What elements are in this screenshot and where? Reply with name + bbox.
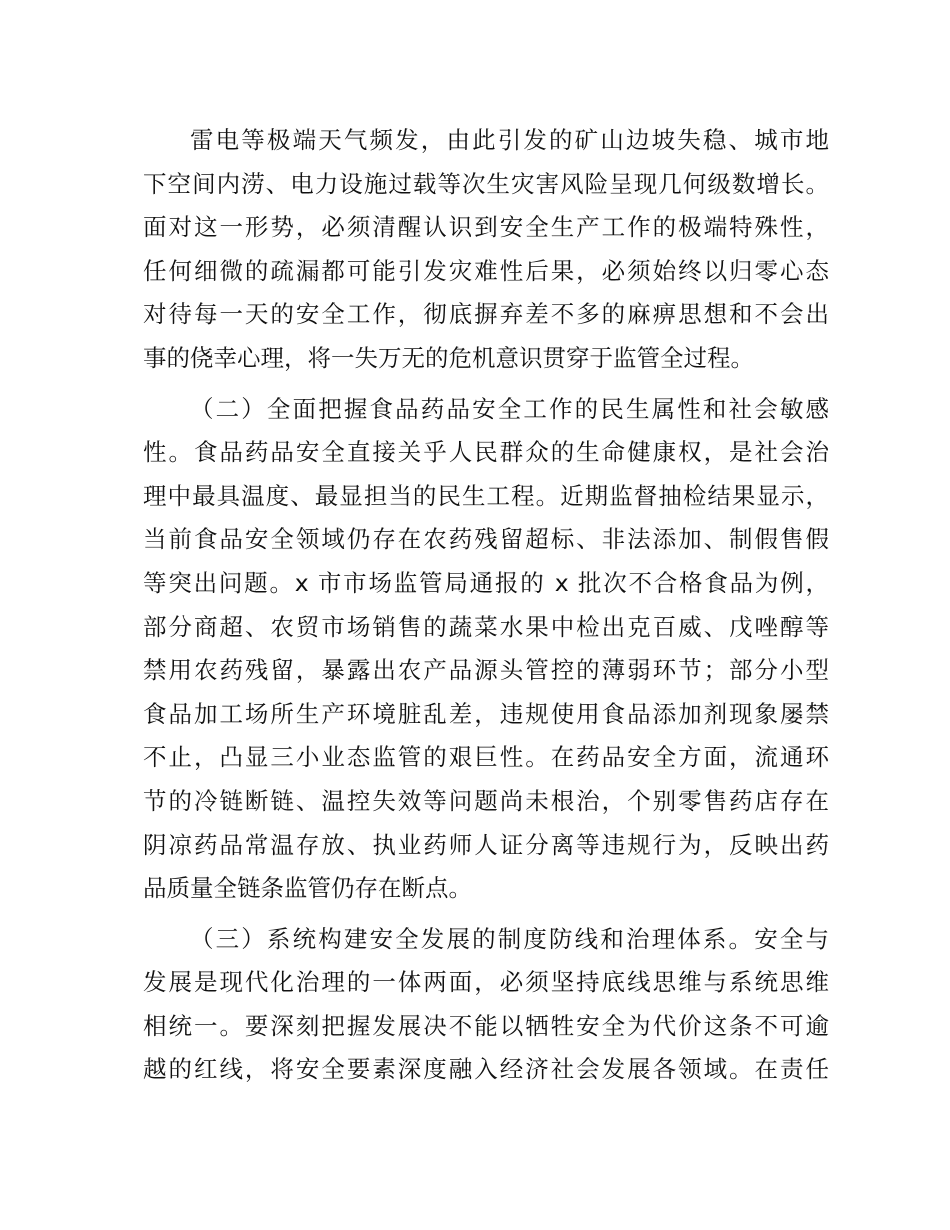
text-line: 对待每一天的安全工作，彻底摒弃差不多的麻痹思想和不会出 — [143, 300, 829, 329]
text-line: 理中最具温度、最显担当的民生工程。近期监督抽检结果显示， — [143, 481, 829, 510]
text-line: 发展是现代化治理的一体两面，必须坚持底线思维与系统思维 — [143, 968, 829, 997]
paragraph-1 — [143, 119, 829, 381]
text-line: （三）系统构建安全发展的制度防线和治理体系。安全与 — [190, 924, 829, 953]
text-line: 雷电等极端天气频发，由此引发的矿山边坡失稳、城市地 — [190, 126, 829, 154]
text-line: 性。食品药品安全直接关乎人民群众的生命健康权，是社会治 — [143, 438, 829, 467]
paragraph-3 — [143, 918, 829, 1092]
text-line: 不止，凸显三小业态监管的艰巨性。在药品安全方面，流通环 — [143, 743, 829, 772]
text-line: 相统一。要深刻把握发展决不能以牺牲安全为代价这条不可逾 — [143, 1011, 829, 1040]
text-line: 食品加工场所生产环境脏乱差，违规使用食品添加剂现象屡禁 — [143, 699, 829, 728]
text-line: 节的冷链断链、温控失效等问题尚未根治，个别零售药店存在 — [143, 786, 829, 815]
text-line: 阴凉药品常温存放、执业药师人证分离等违规行为，反映出药 — [143, 830, 829, 859]
text-line: 禁用农药残留，暴露出农产品源头管控的薄弱环节；部分小型 — [143, 656, 829, 685]
text-line: 部分商超、农贸市场销售的蔬菜水果中检出克百威、戊唑醇等 — [143, 612, 829, 641]
text-line: 越的红线，将安全要素深度融入经济社会发展各领域。在责任 — [143, 1055, 829, 1084]
text-line: 当前食品安全领域仍存在农药残留超标、非法添加、制假售假 — [143, 525, 829, 554]
text-line: 品质量全链条监管仍存在断点。 — [143, 874, 472, 903]
paragraph-2 — [143, 388, 829, 911]
document-body — [143, 119, 829, 1092]
text-line: 等突出问题。x 市市场监管局通报的 x 批次不合格食品为例， — [143, 568, 829, 597]
text-line: 事的侥幸心理，将一失万无的危机意识贯穿于监管全过程。 — [143, 343, 754, 372]
text-line: 任何细微的疏漏都可能引发灾难性后果，必须始终以归零心态 — [143, 256, 829, 285]
text-line: （二）全面把握食品药品安全工作的民生属性和社会敏感 — [190, 394, 829, 423]
text-line: 面对这一形势，必须清醒认识到安全生产工作的极端特殊性， — [143, 213, 829, 242]
text-line: 下空间内涝、电力设施过载等次生灾害风险呈现几何级数增长。 — [143, 169, 829, 198]
